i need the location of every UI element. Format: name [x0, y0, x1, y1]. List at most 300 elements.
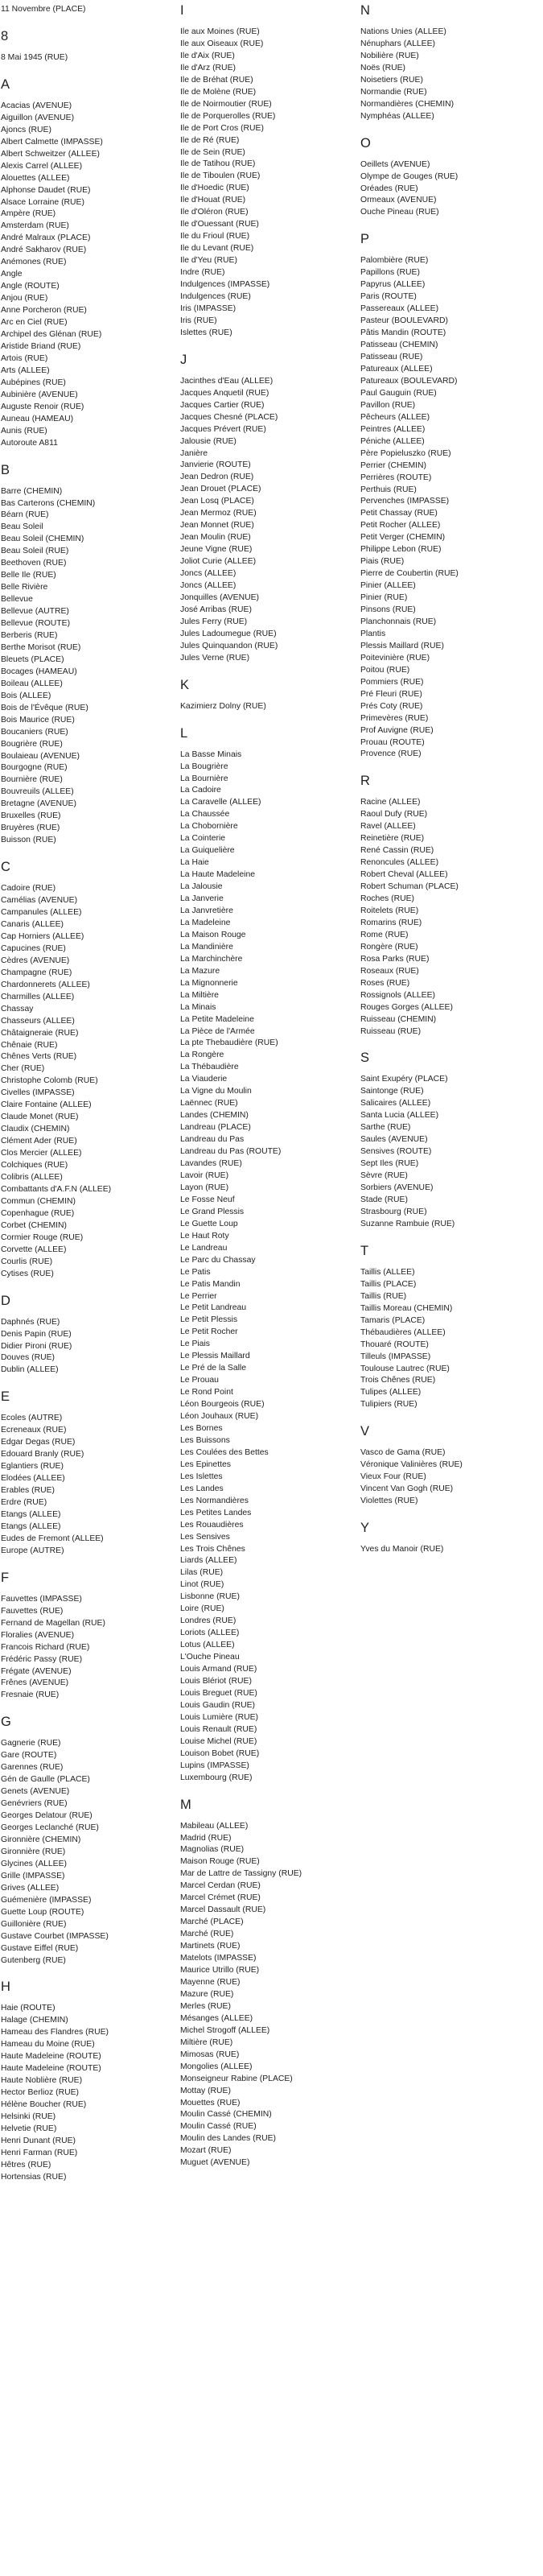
street-entry: Erdre (RUE) — [1, 1498, 47, 1508]
street-entry: Combattants d'A.F.N (ALLEE) — [1, 1184, 112, 1194]
street-entry: Les Sensives — [180, 1532, 230, 1542]
street-entry: La Mandinière — [180, 942, 233, 952]
street-entry: Glycines (ALLEE) — [1, 1859, 67, 1868]
letter-heading: M — [180, 1797, 191, 1812]
street-entry: Kazimierz Dolny (RUE) — [180, 701, 266, 711]
street-entry: Edgar Degas (RUE) — [1, 1438, 76, 1447]
street-entry: Frédéric Passy (RUE) — [1, 1654, 83, 1664]
street-entry: Lavandes (RUE) — [180, 1159, 242, 1169]
street-entry: Le Fosse Neuf — [180, 1195, 235, 1204]
street-entry: Alphonse Daudet (RUE) — [1, 185, 91, 195]
street-entry: Indulgences (RUE) — [180, 291, 251, 301]
street-entry: Prés Coty (RUE) — [360, 701, 423, 711]
street-entry: La Bougrière — [180, 762, 228, 771]
street-entry: Thouaré (ROUTE) — [360, 1340, 429, 1349]
street-entry: La Haute Madeleine — [180, 870, 256, 880]
street-entry: Auneau (HAMEAU) — [1, 414, 74, 423]
street-entry: Louison Bobet (RUE) — [180, 1748, 260, 1758]
street-entry: Canaris (ALLEE) — [1, 920, 64, 929]
street-entry: Ile de Bréhat (RUE) — [180, 75, 253, 85]
street-entry: Pinier (ALLEE) — [360, 581, 416, 591]
street-entry: Francois Richard (RUE) — [1, 1642, 90, 1652]
letter-heading: K — [180, 677, 190, 692]
street-entry: Ile d'Yeu (RUE) — [180, 256, 237, 266]
street-entry: Le Parc du Chassay — [180, 1255, 256, 1265]
street-entry: Taillis Moreau (CHEMIN) — [360, 1303, 453, 1313]
street-entry: Etangs (ALLEE) — [1, 1509, 61, 1519]
street-entry: Jean Mermoz (RUE) — [180, 509, 257, 518]
street-entry: Le Petit Landreau — [180, 1303, 247, 1313]
street-entry: Lilas (RUE) — [180, 1568, 224, 1578]
street-entry: Oréades (RUE) — [360, 184, 418, 193]
street-entry: Jacques Chesné (PLACE) — [180, 412, 278, 422]
street-entry: Boucaniers (RUE) — [1, 727, 68, 737]
street-entry: Papyrus (ALLEE) — [360, 280, 426, 290]
street-entry: Rome (RUE) — [360, 930, 409, 939]
street-entry: Hortensias (RUE) — [1, 2172, 67, 2182]
street-entry: Sept Iles (RUE) — [360, 1159, 419, 1169]
street-entry: Hector Berlioz (RUE) — [1, 2088, 79, 2098]
street-entry: Denis Papin (RUE) — [1, 1329, 72, 1339]
street-entry: Camélias (AVENUE) — [1, 896, 78, 906]
street-entry: Londres (RUE) — [180, 1616, 237, 1626]
street-entry: Ecreneaux (RUE) — [1, 1426, 67, 1435]
street-entry: Matelots (IMPASSE) — [180, 1954, 257, 1963]
street-entry: Nobilière (RUE) — [360, 51, 419, 60]
street-entry: Lisbonne (RUE) — [180, 1592, 240, 1602]
street-entry: Ile aux Moines (RUE) — [180, 27, 260, 36]
street-entry: Bois (ALLEE) — [1, 691, 51, 700]
street-entry: Ile d'Hoedic (RUE) — [180, 184, 249, 193]
street-entry: Mésanges (ALLEE) — [180, 2013, 253, 2023]
street-entry: Louis Blériot (RUE) — [180, 1677, 252, 1686]
street-entry: Marcel Dassault (RUE) — [180, 1905, 266, 1915]
street-entry: Stade (RUE) — [360, 1195, 408, 1205]
street-entry: Indre (RUE) — [180, 268, 225, 278]
street-entry: Campanules (ALLEE) — [1, 908, 82, 918]
letter-group — [1, 1980, 174, 2183]
street-entry: Bocages (HAMEAU) — [1, 667, 77, 676]
street-entry: Archipel des Glénan (RUE) — [1, 330, 102, 340]
letter-group — [180, 1798, 353, 2170]
street-entry: Eudes de Fremont (ALLEE) — [1, 1534, 104, 1543]
street-entry: Clément Ader (RUE) — [1, 1137, 77, 1146]
street-entry: La Guiquelière — [180, 846, 235, 856]
letter-group — [180, 679, 353, 713]
letter-group — [1, 30, 174, 64]
street-entry: Passereaux (ALLEE) — [360, 304, 439, 314]
street-entry: Pinsons (RUE) — [360, 605, 416, 615]
street-entry: Genets (AVENUE) — [1, 1787, 70, 1797]
street-entry: Cap Horniers (ALLEE) — [1, 931, 84, 941]
street-entry: Jean Losq (PLACE) — [180, 497, 254, 506]
street-entry: Landreau (PLACE) — [180, 1123, 251, 1133]
street-entry: Ravel (ALLEE) — [360, 822, 416, 832]
street-entry: Beau Soleil (RUE) — [1, 547, 69, 556]
street-entry: Berthe Morisot (RUE) — [1, 642, 81, 652]
street-entry: Angle — [1, 270, 23, 279]
street-entry: Vincent Van Gogh (RUE) — [360, 1484, 454, 1494]
street-entry: Landes (CHEMIN) — [180, 1111, 249, 1121]
letter-group — [180, 4, 353, 340]
street-entry: Rouges Gorges (ALLEE) — [360, 1002, 453, 1012]
street-entry: Le Petit Rocher — [180, 1327, 238, 1337]
street-entry: Mar de Lattre de Tassigny (RUE) — [180, 1869, 302, 1879]
street-entry: Léon Jouhaux (RUE) — [180, 1412, 259, 1422]
street-entry: Sarthe (RUE) — [360, 1123, 411, 1133]
street-entry: Gén de Gaulle (PLACE) — [1, 1775, 90, 1785]
street-entry: Mozart (RUE) — [180, 2146, 232, 2156]
street-entry: Amsterdam (RUE) — [1, 221, 69, 231]
street-entry: Colibris (ALLEE) — [1, 1173, 63, 1183]
street-entry: Barre (CHEMIN) — [1, 486, 63, 496]
street-entry: Jean Dedron (RUE) — [180, 473, 254, 482]
street-entry: Tilleuls (IMPASSE) — [360, 1352, 431, 1361]
street-entry: Ile de Tiboulen (RUE) — [180, 171, 261, 181]
street-entry: Ile d'Aix (RUE) — [180, 51, 235, 60]
street-entry: Arts (ALLEE) — [1, 365, 50, 375]
street-entry: La Rongère — [180, 1051, 224, 1060]
letter-group — [180, 353, 353, 665]
street-entry: Planchonnais (RUE) — [360, 617, 437, 626]
street-entry: Roitelets (RUE) — [360, 906, 419, 915]
street-entry: Jacques Prévert (RUE) — [180, 424, 266, 434]
street-entry: La Janverie — [180, 894, 224, 904]
street-entry: Yves du Manoir (RUE) — [360, 1545, 444, 1554]
street-entry: Reinetière (RUE) — [360, 834, 425, 844]
street-entry: Robert Cheval (ALLEE) — [360, 870, 448, 880]
street-entry: La Chaussée — [180, 810, 230, 819]
street-entry: L'Ouche Pineau — [180, 1653, 240, 1662]
street-entry: Joncs (ALLEE) — [180, 580, 237, 590]
street-entry: Les Coulées des Bettes — [180, 1447, 269, 1457]
street-entry: Prof Auvigne (RUE) — [360, 725, 434, 735]
street-entry: José Arribas (RUE) — [180, 605, 252, 614]
street-entry: Muguet (AVENUE) — [180, 2158, 250, 2168]
street-entry: Les Petites Landes — [180, 1508, 252, 1517]
street-entry: Bellevue (AUTRE) — [1, 607, 69, 617]
street-entry: Pré Fleuri (RUE) — [360, 689, 422, 699]
street-entry: Anémones (RUE) — [1, 258, 67, 267]
letter-group — [360, 4, 533, 123]
street-entry: Daphnés (RUE) — [1, 1317, 60, 1327]
street-entry: Halage (CHEMIN) — [1, 2016, 68, 2025]
street-entry: La Pièce de l'Armée — [180, 1026, 255, 1036]
street-entry: Ile de Porquerolles (RUE) — [180, 111, 276, 121]
street-entry: Floralies (AVENUE) — [1, 1630, 75, 1640]
street-entry: Renoncules (ALLEE) — [360, 858, 439, 868]
street-entry: Gutenberg (RUE) — [1, 1955, 66, 1965]
street-entry: Civelles (IMPASSE) — [1, 1088, 75, 1098]
street-entry: La Haie — [180, 858, 209, 868]
street-entry: Garennes (RUE) — [1, 1763, 64, 1773]
street-entry: Saint Exupéry (PLACE) — [360, 1075, 448, 1084]
street-entry: Pierre de Coubertin (RUE) — [360, 569, 459, 579]
letter-group — [360, 774, 533, 1038]
street-entry: Europe (AUTRE) — [1, 1546, 64, 1555]
street-entry: Perthuis (RUE) — [360, 485, 417, 494]
street-entry: Indulgences (IMPASSE) — [180, 280, 270, 290]
street-entry: Toulouse Lautrec (RUE) — [360, 1364, 450, 1373]
street-entry: Layon (RUE) — [180, 1183, 229, 1192]
letter-group — [360, 1521, 533, 1556]
street-entry: Oeillets (AVENUE) — [360, 159, 430, 169]
street-entry: La Vigne du Moulin — [180, 1087, 252, 1096]
street-entry: Alouettes (ALLEE) — [1, 173, 70, 183]
street-entry: Les Bornes — [180, 1423, 223, 1433]
letter-heading: S — [360, 1051, 370, 1066]
street-entry: La Cointerie — [180, 834, 226, 844]
street-entry: Ile d'Oléron (RUE) — [180, 208, 249, 217]
street-entry: Tamaris (PLACE) — [360, 1315, 426, 1325]
street-entry: Pâtis Mandin (ROUTE) — [360, 328, 446, 338]
street-entry: Béarn (RUE) — [1, 510, 49, 520]
street-entry: Maison Rouge (RUE) — [180, 1857, 260, 1867]
street-entry: Normandières (CHEMIN) — [360, 99, 455, 109]
street-entry: Les Epinettes — [180, 1459, 231, 1469]
street-entry: La Madeleine — [180, 918, 231, 927]
street-entry: Mabileau (ALLEE) — [180, 1821, 249, 1831]
street-entry: Landreau du Pas — [180, 1135, 245, 1145]
street-entry: Grille (IMPASSE) — [1, 1871, 65, 1880]
street-entry: Henri Dunant (RUE) — [1, 2136, 76, 2145]
street-entry: Rongère (RUE) — [360, 942, 418, 952]
street-entry: Martinets (RUE) — [180, 1942, 241, 1951]
street-entry: Louis Armand (RUE) — [180, 1665, 257, 1674]
street-entry: Jean Monnet (RUE) — [180, 521, 254, 530]
letter-heading: I — [180, 3, 184, 18]
street-entry: Corvette (ALLEE) — [1, 1245, 67, 1254]
street-entry: Helsinki (RUE) — [1, 2112, 56, 2122]
letter-group — [360, 1425, 533, 1508]
street-entry: Marcel Crémet (RUE) — [180, 1893, 261, 1903]
street-entry: Haie (ROUTE) — [1, 2004, 56, 2013]
street-entry: Jalousie (RUE) — [180, 436, 237, 446]
street-entry: Merles (RUE) — [180, 2001, 231, 2011]
street-entry: Ile du Frioul (RUE) — [180, 232, 250, 242]
street-entry: Beau Soleil (CHEMIN) — [1, 535, 84, 544]
street-entry: Cèdres (AVENUE) — [1, 956, 70, 965]
street-entry: Gustave Courbet (IMPASSE) — [1, 1931, 109, 1941]
street-entry: Le Perrier — [180, 1291, 217, 1301]
letter-group — [1, 464, 174, 848]
street-entry: Henri Farman (RUE) — [1, 2148, 78, 2157]
street-entry: Claudix (CHEMIN) — [1, 1125, 70, 1134]
street-entry: Gare (ROUTE) — [1, 1751, 57, 1761]
street-entry: La pte Thebaudière (RUE) — [180, 1038, 278, 1048]
street-entry: Angle (ROUTE) — [1, 282, 60, 291]
street-entry: Strasbourg (RUE) — [360, 1207, 427, 1216]
street-entry: Rossignols (ALLEE) — [360, 990, 435, 1000]
street-entry: Taillis (ALLEE) — [360, 1267, 415, 1277]
street-entry: Le Plessis Maillard — [180, 1352, 250, 1361]
street-entry: Boulaieau (AVENUE) — [1, 751, 80, 761]
street-entry: Gustave Eiffel (RUE) — [1, 1943, 79, 1953]
street-entry: Patisseau (RUE) — [360, 353, 423, 362]
street-entry: Genévriers (RUE) — [1, 1799, 68, 1809]
letter-heading: G — [1, 1715, 11, 1730]
street-entry: Hêtres (RUE) — [1, 2160, 51, 2169]
street-entry: Charmilles (ALLEE) — [1, 992, 75, 1001]
street-entry: Autoroute A811 — [1, 438, 58, 448]
street-entry: Chardonnerets (ALLEE) — [1, 980, 90, 989]
street-entry: La Mignonnerie — [180, 978, 238, 988]
street-entry: Beethoven (RUE) — [1, 559, 67, 568]
street-entry: Cher (RUE) — [1, 1064, 45, 1074]
street-entry: Bouvreuils (ALLEE) — [1, 787, 74, 797]
street-entry: Grives (ALLEE) — [1, 1883, 60, 1893]
street-entry: René Cassin (RUE) — [360, 846, 434, 856]
street-entry: Le Pré de la Salle — [180, 1364, 247, 1373]
street-entry: Les Islettes — [180, 1472, 223, 1481]
street-entry: Patureaux (ALLEE) — [360, 364, 433, 374]
street-entry: Cormier Rouge (RUE) — [1, 1232, 84, 1242]
street-entry: Jacinthes d'Eau (ALLEE) — [180, 376, 274, 386]
street-entry: Ile d'Ouessant (RUE) — [180, 220, 259, 229]
street-entry: Normandie (RUE) — [360, 87, 427, 97]
street-entry: Landreau du Pas (ROUTE) — [180, 1147, 282, 1157]
street-entry: Fauvettes (RUE) — [1, 1606, 64, 1616]
street-entry: Arc en Ciel (RUE) — [1, 318, 68, 328]
column-1 — [1, 4, 174, 2198]
street-entry: Jules Verne (RUE) — [180, 653, 250, 663]
street-entry: Petit Rocher (ALLEE) — [360, 521, 441, 530]
street-entry: Primevères (RUE) — [360, 713, 429, 723]
street-entry: Ruisseau (CHEMIN) — [360, 1014, 437, 1024]
street-entry: Petit Chassay (RUE) — [360, 509, 438, 518]
letter-group — [360, 1051, 533, 1230]
street-entry: Plantis — [360, 629, 386, 638]
column-3 — [360, 4, 533, 1570]
street-entry: Saules (AVENUE) — [360, 1135, 428, 1145]
street-entry: Louis Lumière (RUE) — [180, 1712, 259, 1722]
street-entry: Iris (IMPASSE) — [180, 303, 237, 313]
street-entry: Mayenne (RUE) — [180, 1977, 241, 1987]
letter-group — [1, 1294, 174, 1377]
street-entry: Chênaie (RUE) — [1, 1040, 58, 1050]
street-entry: Lavoir (RUE) — [180, 1170, 229, 1180]
street-entry: Lupins (IMPASSE) — [180, 1761, 249, 1770]
street-entry: Anjou (RUE) — [1, 294, 48, 303]
street-entry: Noës (RUE) — [360, 63, 406, 72]
street-entry: Joncs (ALLEE) — [180, 569, 237, 579]
street-entry: Les Landes — [180, 1484, 224, 1493]
street-entry: Fauvettes (IMPASSE) — [1, 1594, 82, 1604]
street-entry: Thébaudières (ALLEE) — [360, 1327, 446, 1337]
street-entry: Mimosas (RUE) — [180, 2050, 240, 2059]
street-entry: Poitou (RUE) — [360, 665, 410, 675]
street-entry: Ile de Molène (RUE) — [180, 87, 257, 97]
letter-heading: L — [180, 725, 188, 741]
street-entry: La Jalousie — [180, 882, 223, 892]
street-entry: Ecoles (AUTRE) — [1, 1414, 63, 1423]
street-entry: Sèvre (RUE) — [360, 1171, 408, 1181]
street-entry: Poitevinière (RUE) — [360, 653, 430, 663]
street-entry: Luxembourg (RUE) — [180, 1773, 253, 1782]
street-entry: Chênes Verts (RUE) — [1, 1052, 77, 1062]
street-entry: Mongolies (ALLEE) — [180, 2062, 253, 2071]
street-entry: Ouche Pineau (RUE) — [360, 208, 439, 217]
street-entry: Roseaux (RUE) — [360, 966, 419, 976]
street-entry: Chassay — [1, 1004, 34, 1013]
street-entry: Ile du Levant (RUE) — [180, 244, 254, 254]
street-entry: Guillonière (RUE) — [1, 1919, 67, 1929]
street-entry: Le Grand Plessis — [180, 1207, 245, 1216]
street-entry: Noisetiers (RUE) — [360, 75, 423, 85]
street-entry: Claude Monet (RUE) — [1, 1113, 79, 1122]
letter-group — [360, 1245, 533, 1411]
street-entry: Bellevue (ROUTE) — [1, 619, 71, 629]
street-entry: Laënnec (RUE) — [180, 1099, 238, 1108]
street-entry: Patisseau (CHEMIN) — [360, 341, 438, 350]
street-entry: Véronique Valinières (RUE) — [360, 1460, 463, 1470]
street-entry: Copenhague (RUE) — [1, 1208, 75, 1218]
street-entry: Colchiques (RUE) — [1, 1161, 68, 1170]
street-entry: La Thébaudière — [180, 1063, 239, 1072]
street-entry: Maurice Utrillo (RUE) — [180, 1966, 260, 1975]
street-entry: Ruisseau (RUE) — [360, 1026, 422, 1036]
letter-heading: F — [1, 1570, 10, 1585]
street-entry: Le Rond Point — [180, 1388, 233, 1397]
street-entry: Taillis (RUE) — [360, 1291, 407, 1301]
street-entry: Tulipiers (RUE) — [360, 1400, 418, 1410]
street-entry: Pinier (RUE) — [360, 593, 408, 603]
street-entry: Vieux Four (RUE) — [360, 1472, 426, 1482]
street-entry: Loriots (ALLEE) — [180, 1629, 240, 1638]
letter-heading: O — [360, 135, 371, 151]
street-entry: La Basse Minais — [180, 749, 242, 759]
street-entry: André Malraux (PLACE) — [1, 233, 91, 243]
street-entry: Linot (RUE) — [180, 1580, 224, 1590]
street-entry: Olympe de Gouges (RUE) — [360, 171, 459, 181]
street-entry: Belle Ile (RUE) — [1, 571, 56, 580]
street-entry: Moulin des Landes (RUE) — [180, 2134, 276, 2144]
street-entry: Erables (RUE) — [1, 1486, 55, 1496]
street-entry: Peintres (ALLEE) — [360, 424, 426, 434]
street-entry: Mottay (RUE) — [180, 2086, 231, 2095]
street-entry: Ile d'Arz (RUE) — [180, 63, 236, 72]
letter-group — [1, 1571, 174, 1703]
street-entry: Hameau du Moine (RUE) — [1, 2040, 95, 2050]
street-entry: Edouard Branly (RUE) — [1, 1450, 84, 1459]
street-entry: Léon Bourgeois (RUE) — [180, 1400, 265, 1410]
street-entry: Bois Maurice (RUE) — [1, 715, 75, 724]
street-entry: Les Buissons — [180, 1435, 230, 1445]
street-entry: Les Normandières — [180, 1496, 249, 1505]
street-entry: La Janvretière — [180, 906, 233, 915]
street-entry: Eglantiers (RUE) — [1, 1462, 64, 1472]
street-entry: Père Popieluszko (RUE) — [360, 448, 451, 458]
street-entry: Saintonge (RUE) — [360, 1087, 424, 1096]
street-entry: Jacques Cartier (RUE) — [180, 400, 265, 410]
street-entry: Boileau (ALLEE) — [1, 679, 63, 688]
street-entry: La Marchinchère — [180, 954, 243, 964]
letter-group — [1, 1715, 174, 1967]
street-entry: Ile de Port Cros (RUE) — [180, 123, 264, 133]
street-entry: Mazure (RUE) — [180, 1989, 234, 1999]
street-entry: Louis Renault (RUE) — [180, 1724, 257, 1734]
street-entry: Jean Drouet (PLACE) — [180, 485, 261, 494]
street-entry: Bourgogne (RUE) — [1, 763, 68, 773]
street-entry: Douves (RUE) — [1, 1353, 55, 1363]
street-entry: Le Patis Mandin — [180, 1279, 241, 1289]
street-entry: Ile de Noirmoutier (RUE) — [180, 99, 272, 109]
street-entry: Violettes (RUE) — [360, 1496, 418, 1506]
street-entry: Les Trois Chênes — [180, 1544, 245, 1554]
street-entry: Artois (RUE) — [1, 353, 48, 363]
street-entry: Bougrière (RUE) — [1, 739, 63, 749]
street-entry: La Chobornière — [180, 822, 238, 832]
